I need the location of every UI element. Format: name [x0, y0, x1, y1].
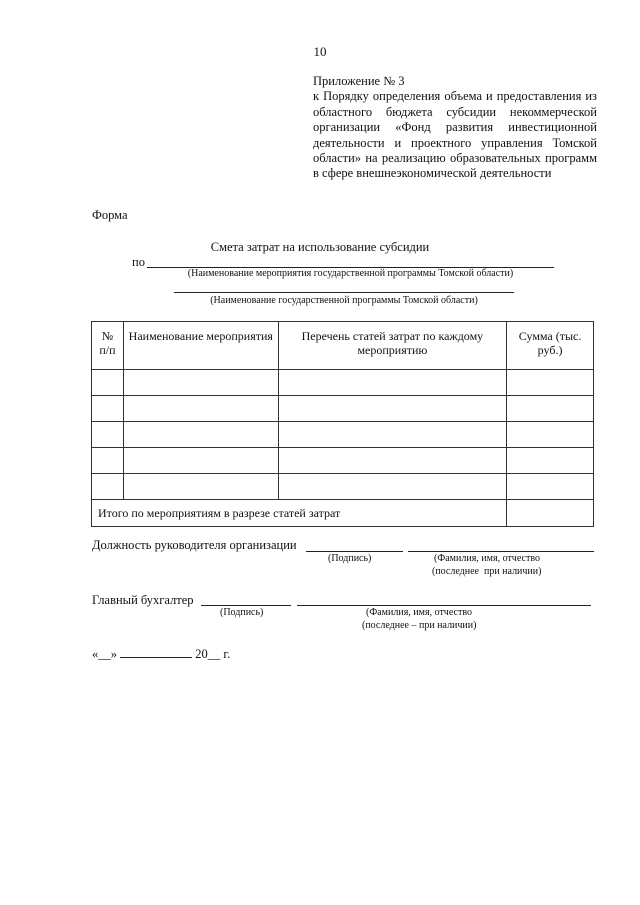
event-name-caption: (Наименование мероприятия государственной программы Томской области) [187, 268, 514, 279]
accountant-signature-line[interactable] [201, 605, 291, 606]
table-cell[interactable] [123, 422, 278, 448]
table-total-row [92, 500, 594, 527]
header-cost-items: Перечень статей затрат по каждому мероприятию [278, 322, 506, 370]
date-line [92, 647, 230, 662]
date-suffix: г. [223, 647, 231, 661]
page-number: 10 [313, 44, 327, 59]
date-day[interactable]: «__» [92, 647, 117, 661]
accountant-name-caption-2: (последнее – при наличии) [362, 620, 477, 631]
header-event-name: Наименование мероприятия [123, 322, 278, 370]
program-name-caption: (Наименование государственной программы Томской области) [210, 295, 478, 306]
table-cell[interactable] [92, 422, 124, 448]
table-cell[interactable] [278, 422, 506, 448]
table-cell[interactable] [92, 370, 124, 396]
cost-table [91, 321, 594, 527]
accountant-name-caption-1: (Фамилия, имя, отчество [366, 607, 472, 618]
table-row [92, 448, 594, 474]
table-cell[interactable] [123, 448, 278, 474]
table-row [92, 422, 594, 448]
table-cell[interactable] [507, 370, 594, 396]
accountant-name-line[interactable] [297, 605, 591, 606]
table-cell[interactable] [278, 370, 506, 396]
appendix-header [313, 74, 597, 182]
table-cell[interactable] [123, 396, 278, 422]
table-cell[interactable] [507, 474, 594, 500]
form-label: Форма [92, 208, 128, 222]
accountant-signature-caption: (Подпись) [220, 607, 264, 618]
head-signature-caption: (Подпись) [328, 553, 372, 564]
table-cell[interactable] [507, 422, 594, 448]
appendix-title: Приложение № 3 [313, 74, 405, 88]
table-row [92, 396, 594, 422]
date-year[interactable]: 20__ [195, 647, 221, 661]
table-cell[interactable] [278, 396, 506, 422]
header-amount: Сумма (тыс. руб.) [507, 322, 594, 370]
table-cell[interactable] [92, 448, 124, 474]
head-name-line[interactable] [408, 551, 594, 552]
program-name-line [174, 292, 514, 293]
appendix-text: к Порядку определения объема и предоставления из областного бюджета субсидии некоммерческой организации «Фонд развития инвестиционной деятельности и проектного управления Томской области» на реализацию образовательных программ в сфере внешнеэкономической деятельности [313, 89, 597, 181]
table-cell[interactable] [123, 370, 278, 396]
table-cell[interactable] [92, 396, 124, 422]
table-row [92, 474, 594, 500]
table-row [92, 370, 594, 396]
head-name-caption-2: (последнее при наличии) [432, 566, 542, 577]
date-month-line[interactable] [120, 647, 192, 658]
table-cell[interactable] [507, 396, 594, 422]
accountant-label: Главный бухгалтер [92, 593, 194, 607]
head-position-label: Должность руководителя организации [92, 538, 297, 552]
head-name-caption-1: (Фамилия, имя, отчество [434, 553, 540, 564]
table-cell[interactable] [92, 474, 124, 500]
po-label: по [132, 255, 145, 269]
table-cell[interactable] [278, 448, 506, 474]
table-header-row [92, 322, 594, 370]
table-cell[interactable] [278, 474, 506, 500]
total-label: Итого по мероприятиям в разрезе статей затрат [92, 500, 507, 527]
smeta-title: Смета затрат на использование субсидии [210, 240, 430, 254]
table-cell[interactable] [507, 448, 594, 474]
head-signature-line[interactable] [306, 551, 403, 552]
header-number: № п/п [92, 322, 124, 370]
total-amount-cell[interactable] [507, 500, 594, 527]
table-cell[interactable] [123, 474, 278, 500]
